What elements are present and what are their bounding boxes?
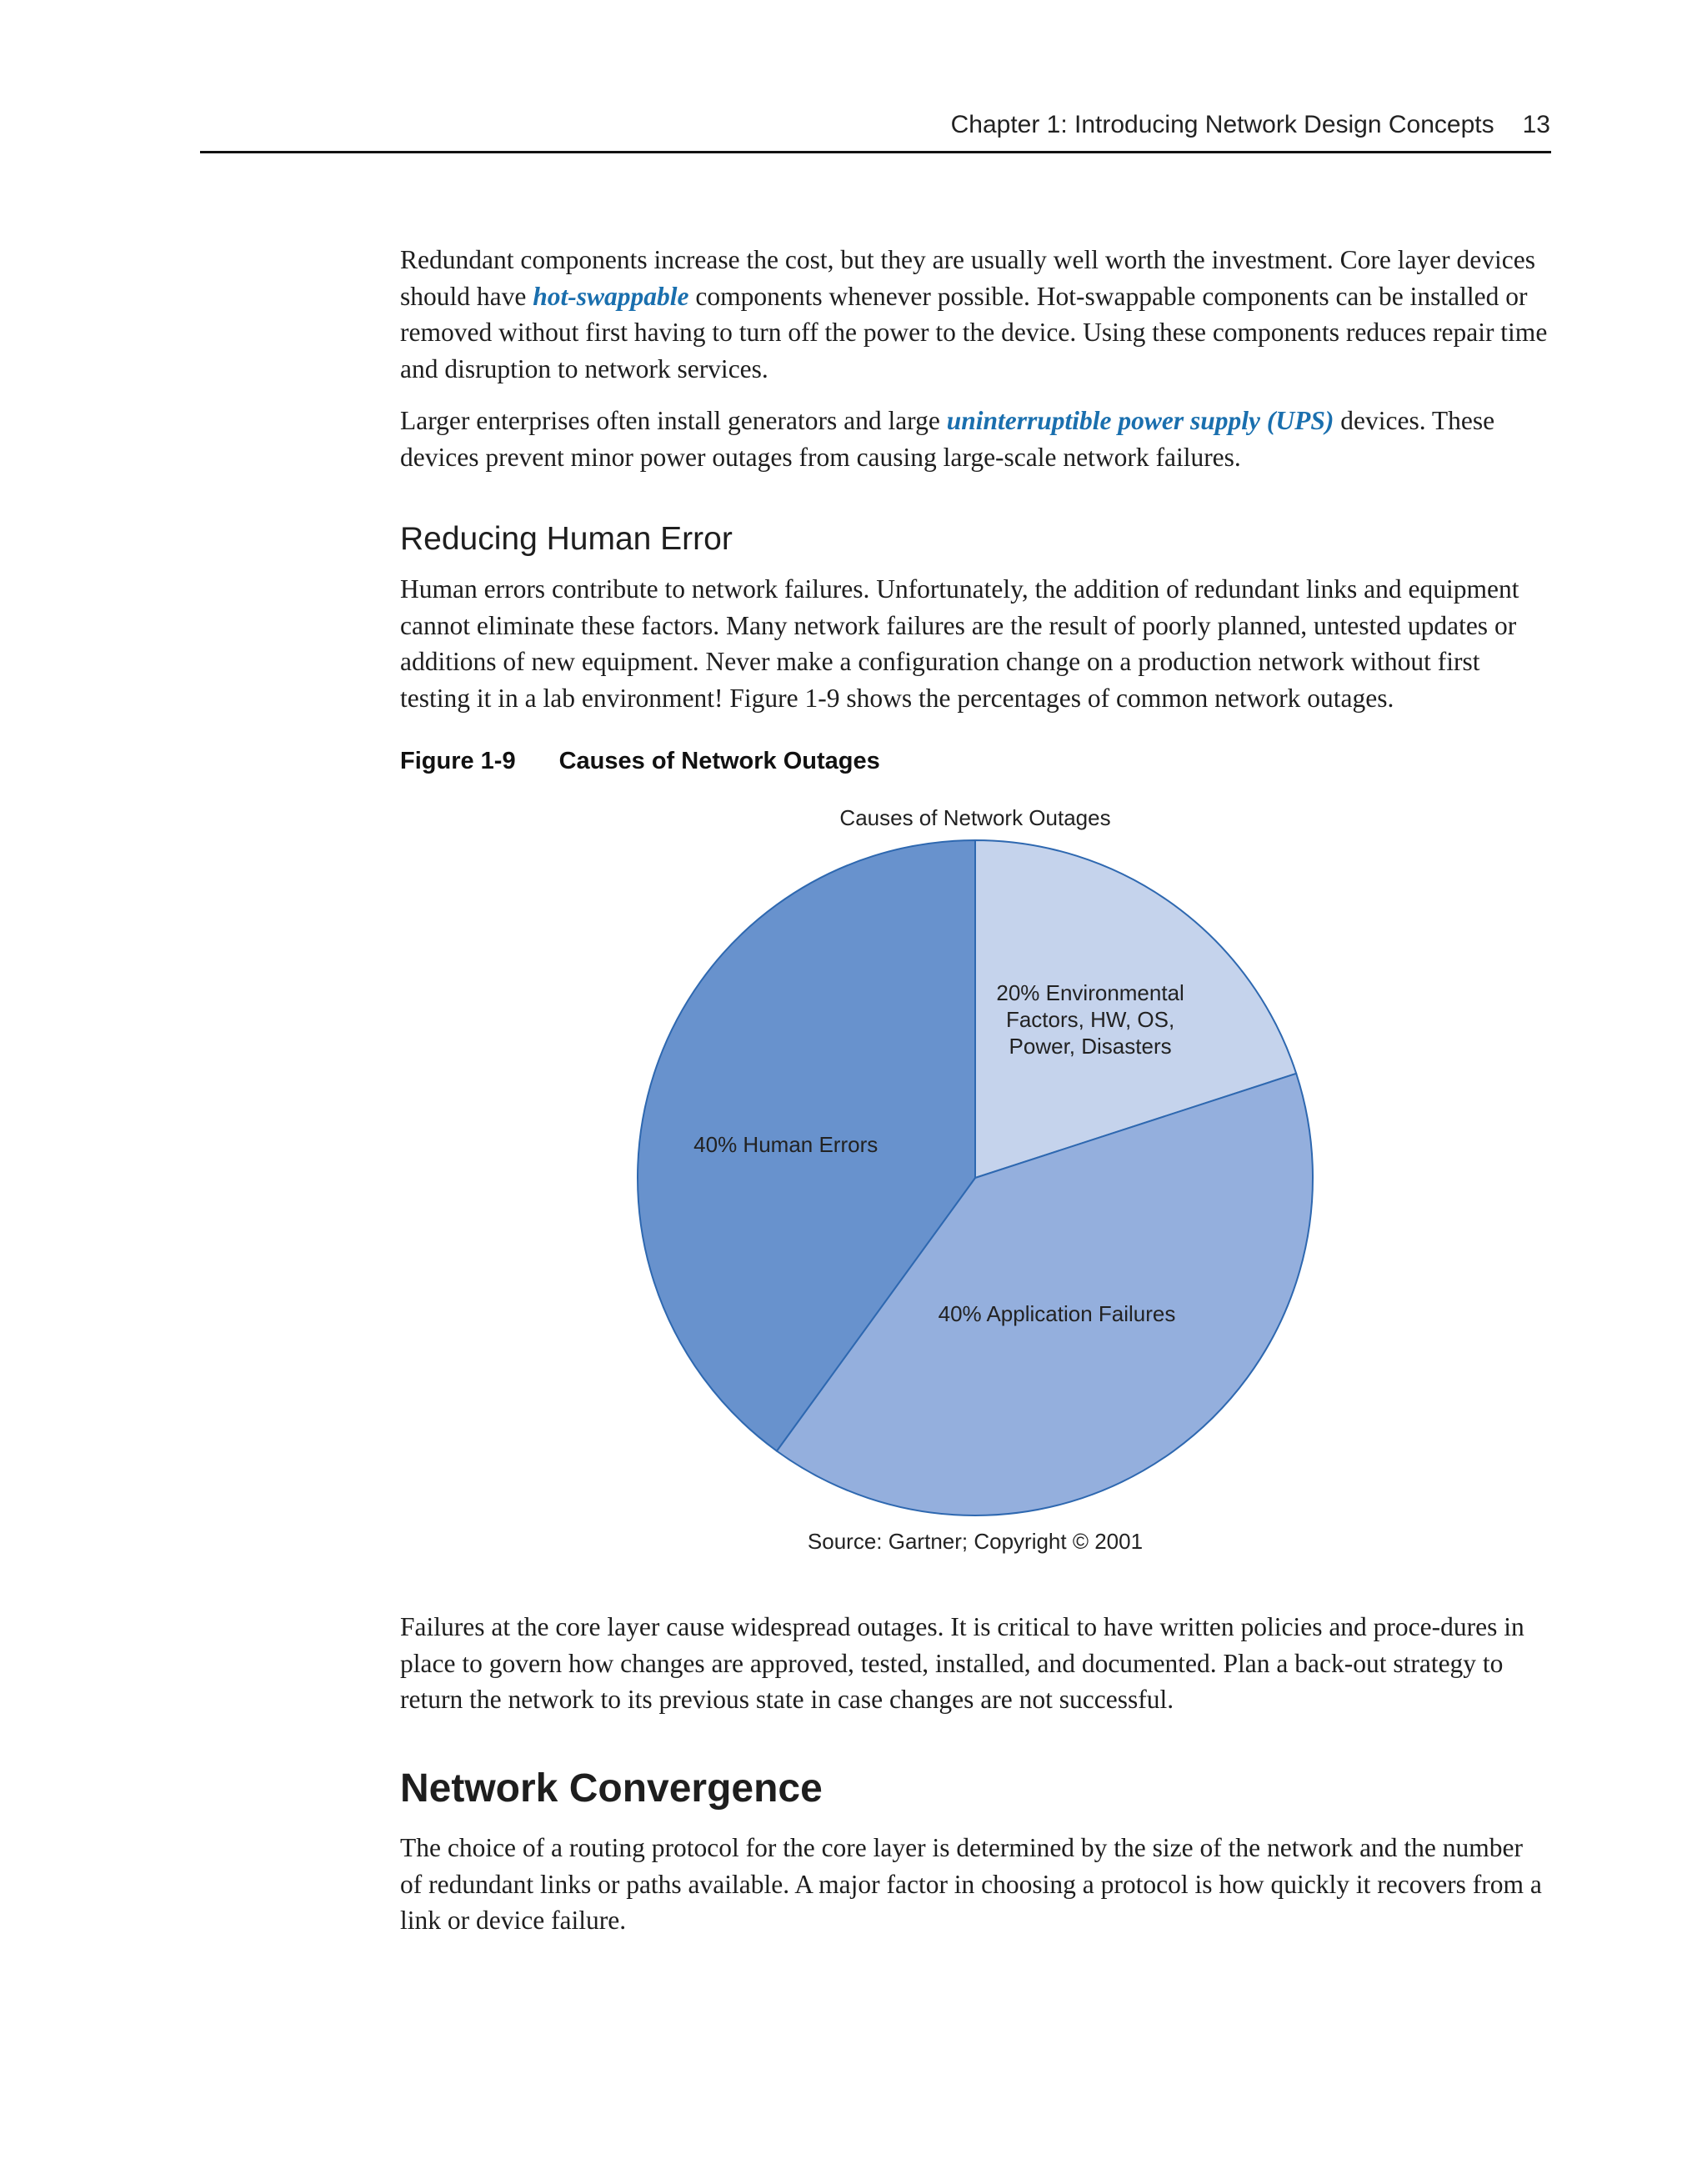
heading-network-convergence: Network Convergence — [400, 1766, 823, 1811]
page-number: 13 — [1522, 111, 1550, 138]
key-term-hot-swappable: hot-swappable — [533, 281, 689, 311]
key-term-ups: uninterruptible power supply (UPS) — [946, 406, 1334, 435]
chart-source: Source: Gartner; Copyright © 2001 — [807, 1529, 1144, 1554]
pie-slice-label-line: Factors, HW, OS, — [1005, 1007, 1175, 1032]
heading-reducing-human-error: Reducing Human Error — [400, 521, 733, 557]
pie-slice-label-2 — [939, 1301, 1176, 1326]
pie-slice-label-line: Power, Disasters — [1009, 1034, 1172, 1059]
paragraph-core-failures: Failures at the core layer cause widespread outages. It is critical to have written policies and proce-dures in place to govern how changes are approved, tested, installed, and documented. Plan a back-out strategy to return the network to its previous state in case changes are not successful. — [400, 1612, 1524, 1714]
pie-slice-label-3 — [693, 1132, 878, 1157]
paragraph-text: devices. These devices prevent minor power outages from causing large-scale network failures. — [400, 406, 1495, 472]
paragraph-text: components whenever possible. Hot-swappable components can be installed or removed without first having to turn off the power to the device. Using these components reduces repair time and disruption to network services. — [400, 281, 1548, 383]
chapter-title: Chapter 1: Introducing Network Design Concepts — [950, 111, 1494, 138]
pie-slice-label-line: 40% Application Failures — [938, 1301, 1176, 1327]
paragraph-human-errors: Human errors contribute to network failures. Unfortunately, the addition of redundant links and equipment cannot eliminate these factors. Many network failures are the result of poorly planned, untested updates or additions of new equipment. Never make a configuration change on a production network without first testing it in a lab environment! Figure 1-9 shows the percentages of common network outages. — [400, 574, 1519, 713]
pie-slice-label-line: 20% Environmental — [996, 980, 1184, 1005]
figure-title: Causes of Network Outages — [558, 748, 880, 774]
paragraph-text: Larger enterprises often install generators and large — [400, 406, 947, 435]
paragraph-text: Redundant components increase the cost, but they are usually well worth the investment. Core layer devices should have — [400, 245, 1535, 311]
chart-title: Causes of Network Outages — [839, 805, 1111, 830]
paragraph-routing-protocol: The choice of a routing protocol for the core layer is determined by the size of the network and the number of redundant links or paths available. A major factor in choosing a protocol is how quickly it recovers from a link or device failure. — [400, 1833, 1542, 1935]
figure-number: Figure 1-9 — [400, 748, 516, 774]
pie-slices — [638, 840, 1313, 1515]
pie-slice-label-1 — [996, 980, 1184, 1059]
pie-slice-label-line: 40% Human Errors — [693, 1131, 879, 1157]
